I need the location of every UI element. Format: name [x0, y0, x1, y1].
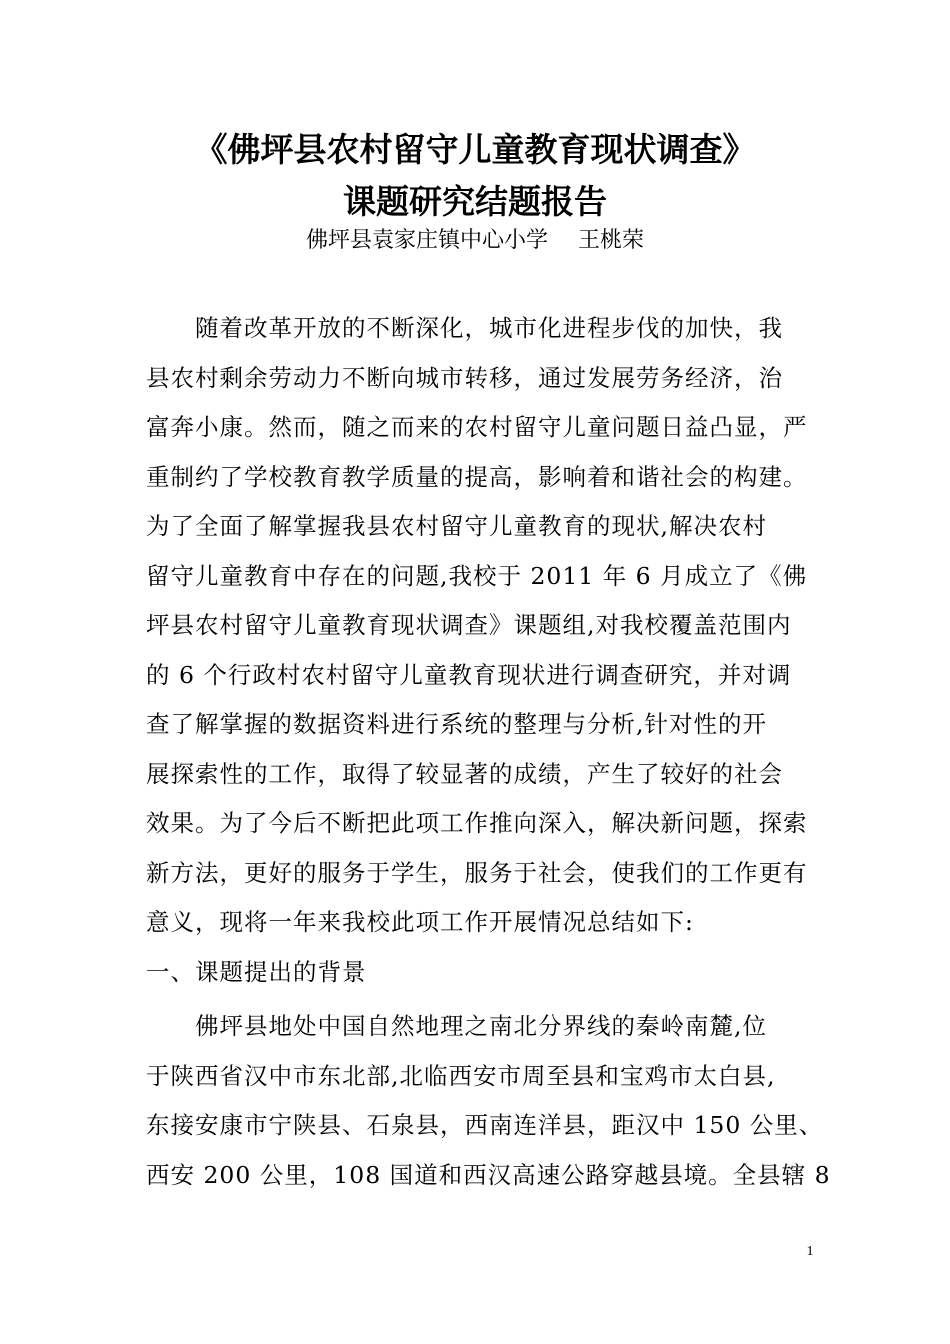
- text-line: 佛坪县地处中国自然地理之南北分界线的秦岭南麓,位: [146, 1012, 767, 1040]
- author-name: 王桃荣: [578, 228, 645, 253]
- author-school: 佛坪县袁家庄镇中心小学: [305, 228, 548, 253]
- author-byline: [0, 226, 950, 256]
- text-line: 新方法，更好的服务于学生，服务于社会，使我们的工作更有: [146, 858, 808, 887]
- text-line: 重制约了学校教育教学质量的提高，影响着和谐社会的构建。: [146, 462, 808, 491]
- text-line: 意义，现将一年来我校此项工作开展情况总结如下:: [146, 908, 694, 936]
- text-line: 展探索性的工作，取得了较显著的成绩，产生了较好的社会: [146, 759, 783, 788]
- text-line: 西安 200 公里，108 国道和西汉高速公路穿越县境。全县辖 8: [146, 1160, 831, 1189]
- document-title-line-2: 课题研究结题报告: [343, 182, 607, 221]
- text-line: 坪县农村留守儿童教育现状调查》课题组,对我校覆盖范围内: [146, 611, 792, 639]
- text-line: 随着改革开放的不断深化，城市化进程步伐的加快，我: [146, 314, 783, 342]
- page-number: 1: [806, 1244, 814, 1259]
- text-line: 的 6 个行政村农村留守儿童教育现状进行调查研究，并对调: [146, 660, 792, 689]
- background-paragraph: [146, 1002, 831, 1200]
- document-title-line-1: 《佛坪县农村留守儿童教育现状调查》: [194, 130, 756, 169]
- text-line: 效果。为了今后不断把此项工作推向深入，解决新问题，探索: [146, 809, 808, 837]
- text-line: 留守儿童教育中存在的问题,我校于 2011 年 6 月成立了《佛: [146, 561, 808, 590]
- section-heading-background: [146, 948, 810, 998]
- section-heading-text: 一、课题提出的背景: [146, 958, 367, 986]
- intro-paragraph: [146, 304, 810, 948]
- text-line: 为了全面了解掌握我县农村留守儿童教育的现状,解决农村: [146, 512, 767, 540]
- text-line: 县农村剩余劳动力不断向城市转移，通过发展劳务经济，治: [146, 363, 783, 392]
- text-line: 东接安康市宁陕县、石泉县，西南连洋县，距汉中 150 公里、: [146, 1111, 824, 1139]
- text-line: 查了解掌握的数据资料进行系统的整理与分析,针对性的开: [146, 710, 767, 738]
- text-line: 富奔小康。然而，随之而来的农村留守儿童问题日益凸显，严: [146, 413, 808, 441]
- text-line: 于陕西省汉中市东北部,北临西安市周至县和宝鸡市太白县,: [146, 1061, 776, 1090]
